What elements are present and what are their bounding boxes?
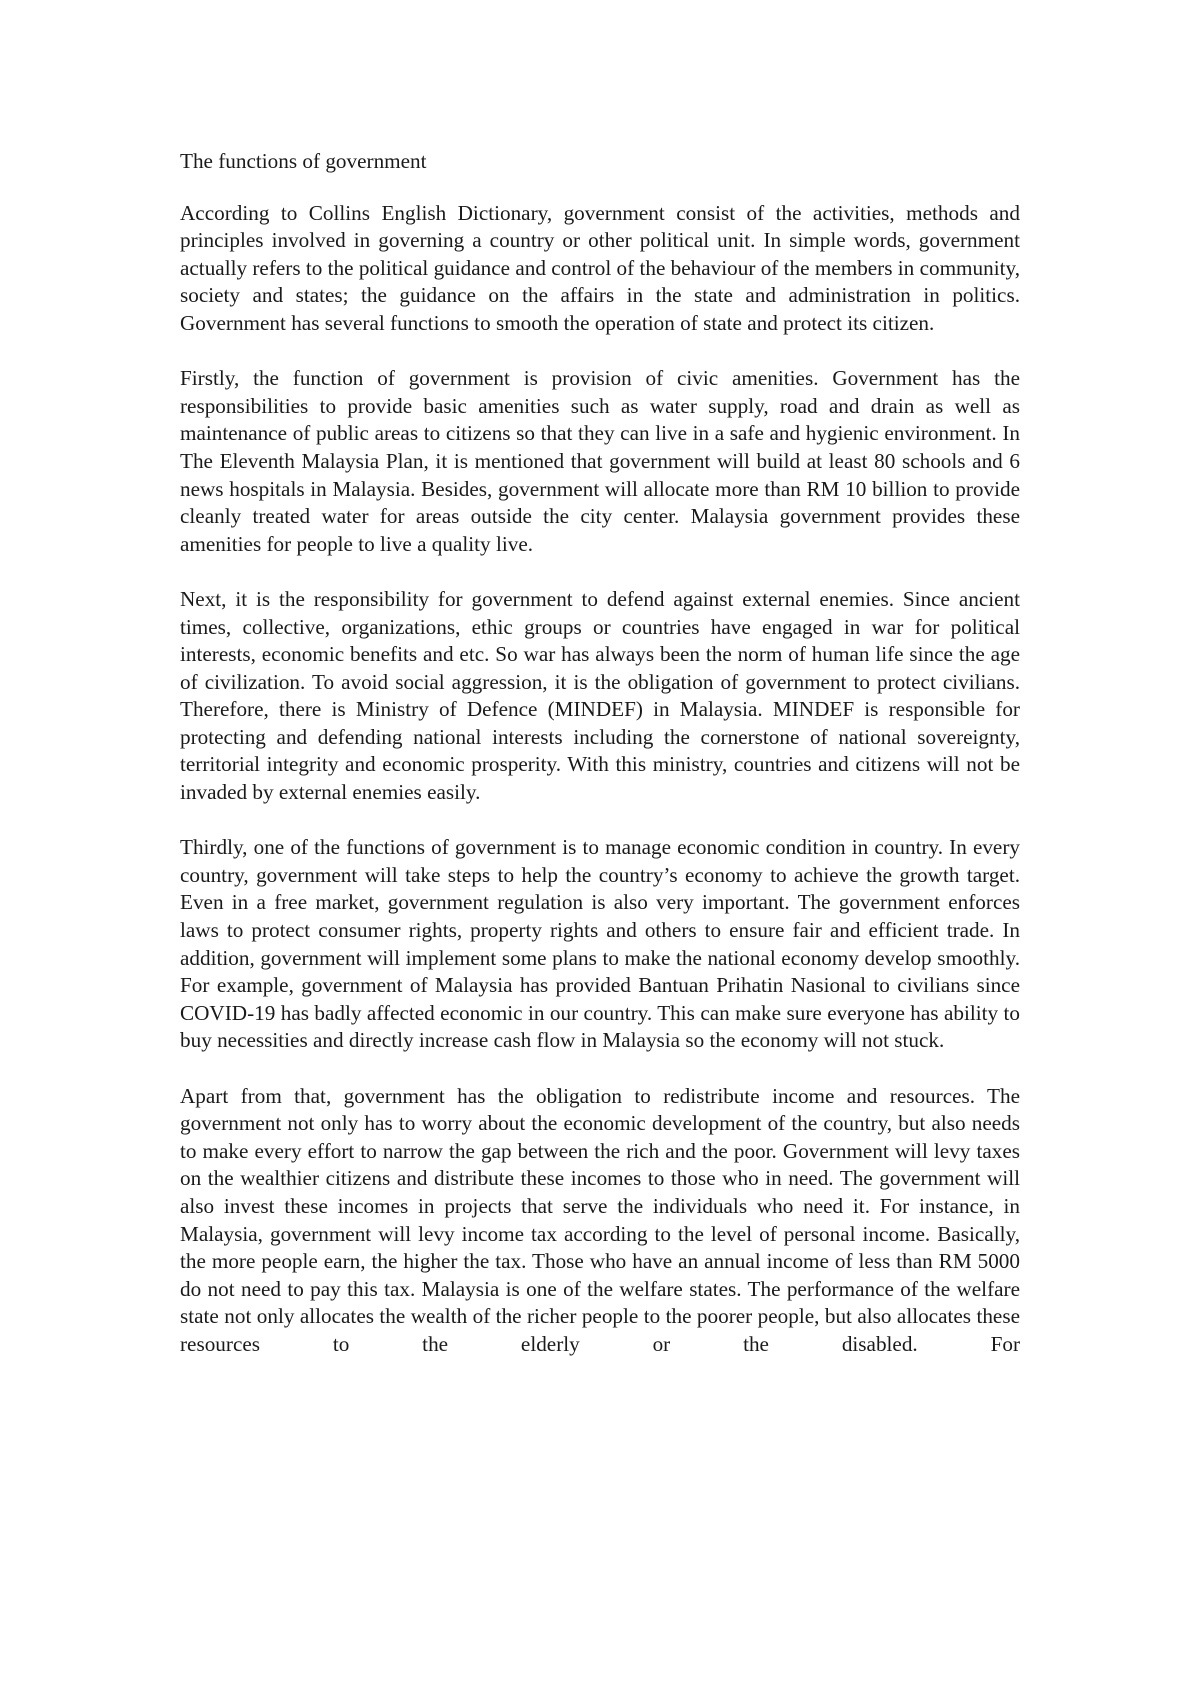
document-body [180,148,1020,1359]
document-title: The functions of government [180,149,427,173]
paragraph-redistribution: Apart from that, government has the obligation to redistribute income and resources. The government not only has to worry about the economic development of the country, but also needs to make every effort to narrow the gap between the rich and the poor. Government will levy taxes on the wealthier citizens and distribute these incomes to those who in need. The government will also invest these incomes in projects that serve the individuals who need it. For instance, in Malaysia, government will levy income tax according to the level of personal income. Basically, the more people earn, the higher the tax. Those who have an annual income of less than RM 5000 do not need to pay this tax. Malaysia is one of the welfare states. The performance of the welfare state not only allocates the wealth of the richer people to the poorer people, but also allocates these resources to the elderly or the disabled. For [180,1083,1020,1356]
paragraph-introduction: According to Collins English Dictionary, government consist of the activities, methods and principles involved in governing a country or other political unit. In simple words, government actually refers to the political guidance and control of the behaviour of the members in community, society and states; the guidance on the affairs in the state and administration in politics. Government has several functions to smooth the operation of state and protect its citizen. [180,200,1020,335]
paragraph-economy: Thirdly, one of the functions of government is to manage economic condition in country. In every country, government will take steps to help the country’s economy to achieve the growth target. Even in a free market, government regulation is also very important. The government enforces laws to protect consumer rights, property rights and others to ensure fair and efficient trade. In addition, government will implement some plans to make the national economy develop smoothly. For example, government of Malaysia has provided Bantuan Prihatin Nasional to civilians since COVID-19 has badly affected economic in our country. This can make sure everyone has ability to buy necessities and directly increase cash flow in Malaysia so the economy will not stuck. [180,835,1020,1053]
paragraph-defence: Next, it is the responsibility for government to defend against external enemies. Since ancient times, collective, organizations, ethic groups or countries have engaged in war for political interests, economic benefits and etc. So war has always been the norm of human life since the age of civilization. To avoid social aggression, it is the obligation of government to protect civilians. Therefore, there is Ministry of Defence (MINDEF) in Malaysia. MINDEF is responsible for protecting and defending national interests including the cornerstone of national sovereignty, territorial integrity and economic prosperity. With this ministry, countries and citizens will not be invaded by external enemies easily. [180,586,1020,805]
paragraph-civic-amenities: Firstly, the function of government is provision of civic amenities. Government has the responsibilities to provide basic amenities such as water supply, road and drain as well as maintenance of public areas to citizens so that they can live in a safe and hygienic environment. In The Eleventh Malaysia Plan, it is mentioned that government will build at least 80 schools and 6 news hospitals in Malaysia. Besides, government will allocate more than RM 10 billion to provide cleanly treated water for areas outside the city center. Malaysia government provides these amenities for people to live a quality live. [180,366,1020,556]
